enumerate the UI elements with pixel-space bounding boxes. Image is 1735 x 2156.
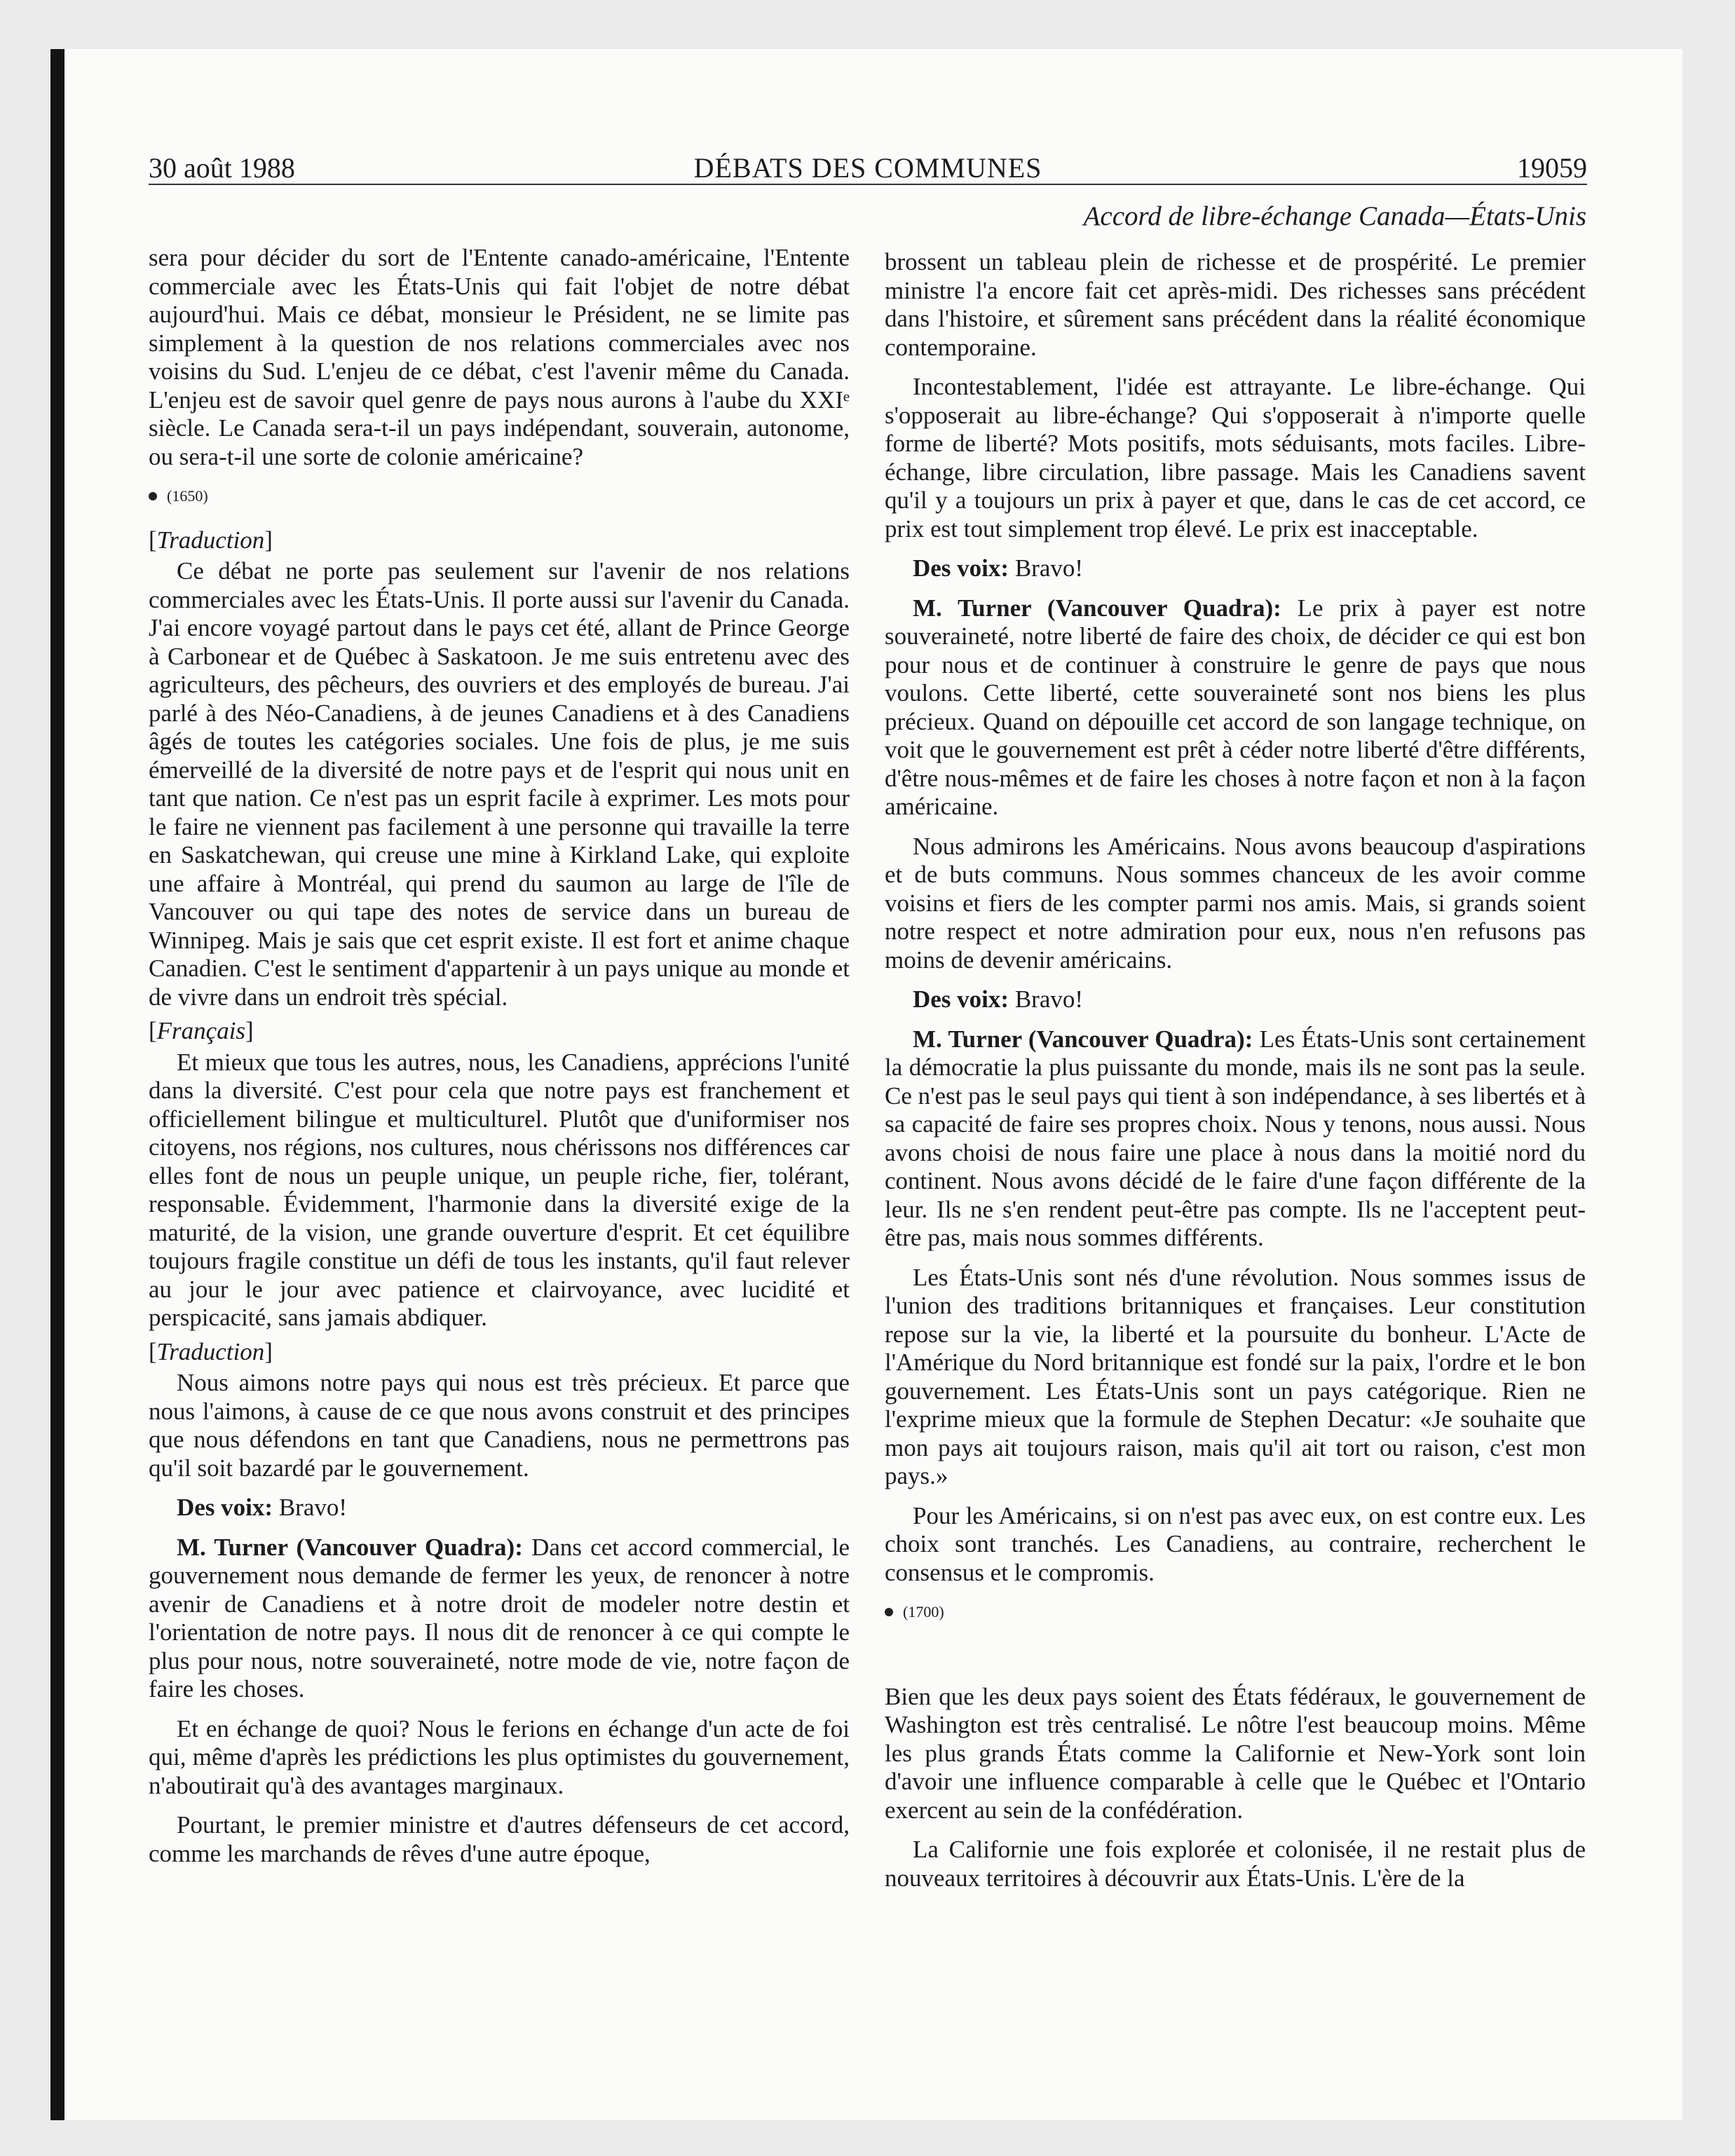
language-label: Traduction — [156, 526, 265, 554]
paragraph: brossent un tableau plein de richesse et de prospérité. Le premier ministre l'a encore fait cet après-midi. Des richesses sans précédent dans l'histoire, et sûrement sans précédent dans la réalité économique contemporaine. — [885, 248, 1586, 361]
bullet-icon — [149, 492, 157, 500]
paragraph: Nous aimons notre pays qui nous est très précieux. Et parce que nous l'aimons, à cause de ce que nous avons construit et des principes que nous défendons en tant que Canadiens, nous ne permettrons pas qu'il soit bazardé par le gouvernement. — [149, 1369, 850, 1482]
paragraph: Bien que les deux pays soient des États fédéraux, le gouvernement de Washington est très centralisé. Le nôtre l'est beaucoup moins. Même les plus grands États comme la Californie et New-York sont loin d'avoir une influence comparable à celle que le Québec et l'Ontario exercent au sein de la confédération. — [885, 1682, 1586, 1824]
header-subject: Accord de libre-échange Canada—États-Unis — [1083, 201, 1586, 231]
speaker-label: M. Turner (Vancouver Quadra): — [913, 1025, 1253, 1053]
speaker-label: Des voix: — [177, 1494, 273, 1521]
paragraph: Ce débat ne porte pas seulement sur l'avenir de nos relations commerciales avec les États-Unis. Il porte aussi sur l'avenir du Canada. J'ai encore voyagé partout dans le pays cet été, allant de Prince George à Carbonear et de Québec à Saskatoon. Je me suis entretenu avec des agriculteurs, des pêcheurs, des ouvriers et des employés de bureau. J'ai parlé à des Néo-Canadiens, à de jeunes Canadiens et à des Canadiens âgés de toutes les catégories sociales. Une fois de plus, je me suis émerveillé de la diversité de notre pays et de l'esprit qui nous unit en tant que nation. Ce n'est pas un esprit facile à exprimer. Les mots pour le faire ne viennent pas facilement à une personne qui travaille la terre en Saskatchewan, qui creuse une mine à Kirkland Lake, qui exploite une affaire à Montréal, qui prend du saumon au large de l'île de Vancouver ou qui tape des notes de service dans un bureau de Winnipeg. Mais je sais que cet esprit existe. Il est fort et anime chaque Canadien. C'est le sentiment d'appartenir à un pays unique au monde et de vivre dans un endroit très spécial. — [149, 557, 850, 1011]
paragraph: Et mieux que tous les autres, nous, les Canadiens, apprécions l'unité dans la diversité. C'est pour cela que notre pays est franchement et officiellement bilingue et multiculturel. Plutôt que d'uniformiser nos citoyens, nos régions, nos cultures, nous chérissons nos différences car elles font de nous un peuple unique, un peuple riche, fier, tolérant, responsable. Évidemment, l'harmonie dans la diversité exige de la maturité, de la vision, une grande ouverture d'esprit. Et cet équilibre toujours fragile constitue un défi de tous les instants, qu'il faut relever au jour le jour avec patience et clairvoyance, avec lucidité et perspicacité, sans jamais abdiquer. — [149, 1048, 850, 1331]
speech-text: Dans cet accord commercial, le gouvernement nous demande de fermer les yeux, de renoncer à notre avenir de Canadiens et à notre droit de modeler notre destin et l'orientation de notre pays. Il nous dit de renoncer à ce qui compte le plus pour nous, notre souveraineté, notre mode de vie, notre façon de faire les choses. — [149, 1533, 850, 1703]
speech — [149, 1534, 850, 1704]
column-spacer — [885, 1642, 1586, 1683]
header-rule — [149, 184, 1587, 185]
speaker-label: M. Turner (Vancouver Quadra): — [913, 594, 1281, 622]
interjection-text: Bravo! — [278, 1494, 348, 1521]
left-column — [149, 244, 850, 1879]
scan-edge — [50, 49, 64, 2120]
language-marker: [Français] — [149, 1017, 254, 1044]
time-marker — [149, 482, 850, 511]
time-label: (1650) — [167, 487, 208, 505]
speaker-label: Des voix: — [913, 985, 1009, 1013]
bullet-icon — [885, 1608, 893, 1616]
paragraph: Incontestablement, l'idée est attrayante. Le libre-échange. Qui s'opposerait au libre-échange? Qui s'opposerait à n'importe quelle forme de liberté? Mots positifs, mots séduisants, mots faciles. Libre-échange, libre circulation, libre passage. Mais les Canadiens savent qu'il y a toujours un prix à payer et que, dans le cas de cet accord, ce prix est tout simplement trop élevé. Le prix est inacceptable. — [885, 373, 1586, 543]
header-date: 30 août 1988 — [149, 152, 295, 184]
language-label: Français — [156, 1017, 246, 1044]
interjection — [885, 985, 1586, 1014]
interjection-text: Bravo! — [1014, 985, 1084, 1013]
paragraph: La Californie une fois explorée et colonisée, il ne restait plus de nouveaux territoires à découvrir aux États-Unis. L'ère de la — [885, 1836, 1586, 1892]
interjection-text: Bravo! — [1014, 554, 1084, 582]
paragraph: Pourtant, le premier ministre et d'autres défenseurs de cet accord, comme les marchands de rêves d'une autre époque, — [149, 1811, 850, 1867]
speaker-label: Des voix: — [913, 554, 1009, 582]
interjection — [885, 554, 1586, 583]
speech-text: Le prix à payer est notre souveraineté, notre liberté de faire des choix, de décider ce qui est bon pour nous et de continuer à construire le genre de pays que nous voulons. Cette liberté, cette souveraineté sont nos biens les plus précieux. Quand on dépouille cet accord de son langage technique, on voit que le gouvernement est prêt à céder notre liberté d'être différents, d'être nous-mêmes et de faire les choses à notre façon et non à la façon américaine. — [885, 594, 1586, 820]
speech — [885, 1025, 1586, 1253]
speech-text: Les États-Unis sont certainement la démocratie la plus puissante du monde, mais ils ne sont pas la seule. Ce n'est pas le seul pays qui tient à son indépendance, à ses libertés et à sa capacité de faire ses propres choix. Nous y tenons, nous aussi. Nous avons choisi de nous faire une place à nous dans la moitié nord du continent. Nous avons décidé de le faire d'une façon différente de la leur. Ils ne s'en rendent peut-être pas compte. Ils ne l'acceptent peut-être pas, mais nous sommes différents. — [885, 1025, 1586, 1251]
language-marker: [Traduction] — [149, 526, 273, 554]
language-marker: [Traduction] — [149, 1337, 273, 1365]
paragraph: Et en échange de quoi? Nous le ferions en échange d'un acte de foi qui, même d'après les prédictions les plus optimistes du gouvernement, n'aboutirait qu'à des avantages marginaux. — [149, 1714, 850, 1799]
paragraph: sera pour décider du sort de l'Entente canado-américaine, l'Entente commerciale avec les États-Unis qui fait l'objet de notre débat aujourd'hui. Mais ce débat, monsieur le Président, ne se limite pas simplement à la question de nos relations commerciales avec nos voisins du Sud. L'enjeu de ce débat, c'est l'avenir même du Canada. L'enjeu est de savoir quel genre de pays nous aurons à l'aube du XXIᵉ siècle. Le Canada sera-t-il un pays indépendant, souverain, autonome, ou sera-t-il une sorte de colonie américaine? — [149, 244, 850, 470]
speaker-label: M. Turner (Vancouver Quadra): — [177, 1533, 523, 1561]
running-head — [149, 149, 1587, 188]
time-marker — [885, 1598, 1586, 1627]
interjection — [149, 1494, 850, 1522]
time-label: (1700) — [903, 1603, 944, 1621]
paragraph: Nous admirons les Américains. Nous avons beaucoup d'aspirations et de buts communs. Nous sommes chanceux de les avoir comme voisins et fiers de les compter parmi nos amis. Mais, si grands soient notre respect et notre admiration pour eux, nous n'en refusons pas moins de devenir américains. — [885, 832, 1586, 974]
header-publication: DÉBATS DES COMMUNES — [693, 152, 1042, 184]
speech — [885, 594, 1586, 821]
paragraph: Les États-Unis sont nés d'une révolution. Nous sommes issus de l'union des traditions britanniques et françaises. Leur constitution repose sur la vie, la liberté et la poursuite du bonheur. L'Acte de l'Amérique du Nord britannique est fondé sur la paix, l'ordre et le bon gouvernement. Les États-Unis sont un pays catégorique. Rien ne l'exprime mieux que la formule de Stephen Decatur: «Je souhaite que mon pays ait toujours raison, mais qu'il ait tort ou raison, c'est mon pays.» — [885, 1263, 1586, 1489]
header-page-number: 19059 — [1517, 152, 1587, 184]
right-column — [885, 248, 1586, 1904]
paragraph: Pour les Américains, si on n'est pas avec eux, on est contre eux. Les choix sont tranchés. Les Canadiens, au contraire, recherchent le consensus et le compromis. — [885, 1501, 1586, 1586]
language-label: Traduction — [156, 1337, 265, 1365]
